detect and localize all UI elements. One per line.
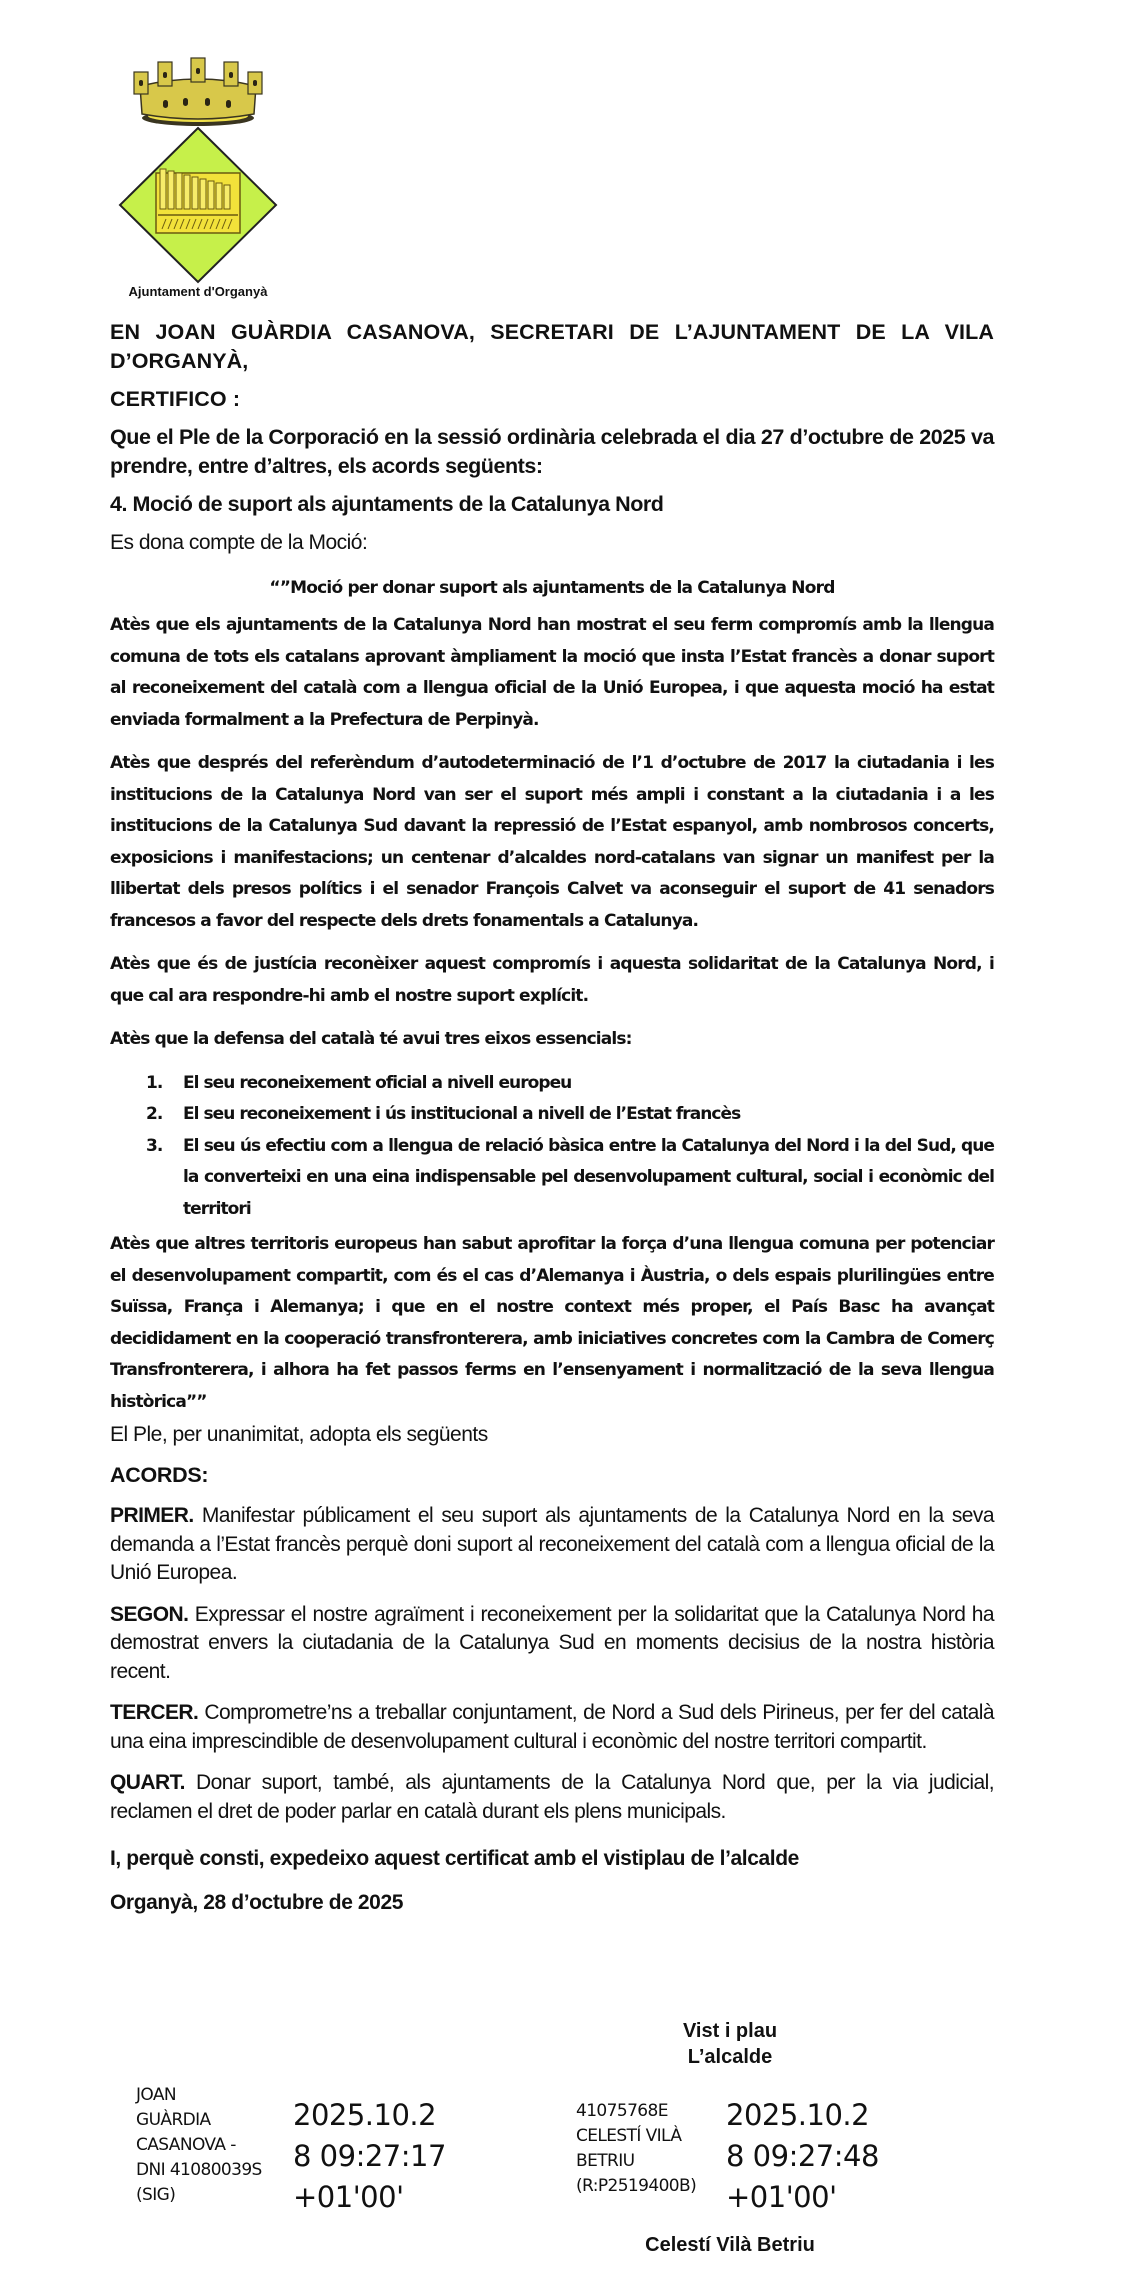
list-item xyxy=(110,1131,994,1226)
agreement-first xyxy=(110,1502,994,1588)
mayor-title: L’alcalde xyxy=(687,2046,773,2068)
agreement-label: TERCER. xyxy=(110,1701,199,1724)
session-intro: Que el Ple de la Corporació en la sessió ordinària celebrada el dia 27 d’octubre de 2025 va prendre, entre d’altres, els acords següents: xyxy=(110,425,994,478)
signer-line: DNI 41080039S xyxy=(136,2160,262,2180)
list-number: 2. xyxy=(146,1104,163,1124)
list-item xyxy=(110,1068,994,1100)
agreement-label: PRIMER. xyxy=(110,1504,194,1527)
signer-identity xyxy=(136,2083,296,2208)
signer-line: JOAN xyxy=(136,2085,177,2105)
agreements-heading: ACORDS: xyxy=(110,1463,209,1487)
mayor-digital-signature[interactable] xyxy=(576,2095,906,2214)
agreement-second xyxy=(110,1601,994,1687)
mayor-approval xyxy=(560,2018,900,2070)
list-number: 1. xyxy=(146,1072,163,1093)
timestamp-line: 8 09:27:17 xyxy=(293,2139,446,2173)
signature-timestamp xyxy=(293,2095,446,2218)
mayor-printed-name: Celestí Vilà Betriu xyxy=(645,2234,815,2256)
timestamp-line: +01'00' xyxy=(726,2180,837,2214)
agreement-text: Manifestar públicament el seu suport als ajuntaments de la Catalunya Nord en la seva demanda a l’Estat francès perquè doni suport al reconeixement del català com a llengua oficial de la Unió Europea. xyxy=(110,1504,994,1584)
certifico-heading: CERTIFICO : xyxy=(110,387,241,411)
agenda-item-title: 4. Moció de suport als ajuntaments de la Catalunya Nord xyxy=(110,492,664,516)
adoption-statement: El Ple, per unanimitat, adopta els següents xyxy=(110,1423,488,1446)
motion-title: “”Moció per donar suport als ajuntaments de la Catalunya Nord xyxy=(269,578,835,598)
motion-paragraph: Atès que després del referèndum d’autodeterminació de l’1 d’octubre de 2017 la ciutadania i les institucions de la Catalunya Nord van ser el suport més ampli i constant a la ciutadania i a les institucions de la Catalunya Sud davant la repressió de l’Estat espanyol, amb nombrosos concerts, exposicions i manifestacions; un centenar d’alcaldes nord-catalans van signar un manifest per la llibertat dels presos polítics i el senador François Calvet va aconseguir el suport de 41 senadors francesos a favor del respecte dels drets fonamentals a Catalunya. xyxy=(110,753,994,931)
timestamp-line: 2025.10.2 xyxy=(293,2098,437,2132)
agreement-text: Comprometre’ns a treballar conjuntament, de Nord a Sud dels Pirineus, per fer del català una eina imprescindible de desenvolupament cultural i econòmic del nostre territori compartit. xyxy=(110,1701,994,1753)
timestamp-line: 8 09:27:48 xyxy=(726,2139,879,2173)
shield-organ-icon xyxy=(108,125,288,285)
motion-paragraph: Atès que els ajuntaments de la Catalunya Nord han mostrat el seu ferm compromís amb la llengua comuna de tots els catalans aprovant àmpliament la moció que insta l’Estat francès a donar suport al reconeixement del català com a llengua oficial de la Unió Europea, i que aquesta moció ha estat enviada formalment a la Prefectura de Perpinyà. xyxy=(110,615,994,730)
place-and-date: Organyà, 28 d’octubre de 2025 xyxy=(110,1891,404,1914)
agreement-third xyxy=(110,1699,994,1756)
signer-line: BETRIU xyxy=(576,2151,635,2171)
signer-line: CASANOVA - xyxy=(136,2135,236,2155)
secretary-heading: EN JOAN GUÀRDIA CASANOVA, SECRETARI DE L’AJUNTAMENT DE LA VILA D’ORGANYÀ, xyxy=(110,320,994,373)
agreement-label: QUART. xyxy=(110,1771,185,1794)
signer-line: GUÀRDIA xyxy=(136,2110,211,2130)
certification-statement: I, perquè consti, expedeixo aquest certificat amb el vistiplau de l’alcalde xyxy=(110,1847,799,1870)
motion-final-paragraph: Atès que altres territoris europeus han sabut aprofitar la força d’una llengua comuna per potenciar el desenvolupament compartit, com és el cas d’Alemanya i Àustria, o dels espais plurilingües entre Suïssa, França i Alemanya; i que en el nostre context més proper, el País Basc ha avançat decididament en la cooperació transfronterera, amb iniciatives concretes com la Cambra de Comerç Transfronterera, i alhora ha fet passos ferms en l’ensenyament i normalització de la seva llengua històrica”” xyxy=(110,1234,994,1412)
municipal-coat-of-arms xyxy=(108,50,288,300)
secretary-digital-signature[interactable] xyxy=(136,2083,466,2213)
list-number: 3. xyxy=(146,1135,163,1156)
agreement-label: SEGON. xyxy=(110,1602,189,1626)
agreement-text: Expressar el nostre agraïment i reconeixement per la solidaritat que la Catalunya Nord ha demostrat envers la ciutadania de la Catalunya Sud en moments decisius de la nostra història recent. xyxy=(110,1602,994,1683)
signer-line: CELESTÍ VILÀ xyxy=(576,2126,682,2146)
list-text: El seu ús efectiu com a llengua de relació bàsica entre la Catalunya del Nord i la del Sud, que la converteixi en una eina indispensable pel desenvolupament cultural, social i econòmic del territori xyxy=(183,1135,994,1219)
crown-icon xyxy=(108,50,288,130)
logo-caption: Ajuntament d'Organyà xyxy=(128,284,268,299)
motion-paragraph: Atès que és de justícia reconèixer aquest compromís i aquesta solidaritat de la Catalunya Nord, i que cal ara respondre-hi amb el nostre suport explícit. xyxy=(110,954,994,1006)
signer-line: 41075768E xyxy=(576,2101,668,2121)
agreement-text: Donar suport, també, als ajuntaments de la Catalunya Nord que, per la via judicial, reclamen el dret de poder parlar en català durant els plens municipals. xyxy=(110,1771,994,1823)
certificate-body xyxy=(110,318,994,1932)
signer-line: (R:P2519400B) xyxy=(576,2176,697,2196)
timestamp-line: 2025.10.2 xyxy=(726,2098,870,2132)
list-text: El seu reconeixement i ús institucional a nivell de l’Estat francès xyxy=(183,1104,741,1124)
approval-line: Vist i plau xyxy=(682,2020,778,2042)
motion-lead: Es dona compte de la Moció: xyxy=(110,531,368,554)
list-item xyxy=(110,1099,994,1131)
signature-timestamp xyxy=(726,2095,879,2218)
agreement-fourth xyxy=(110,1769,994,1826)
essential-axes-list xyxy=(110,1068,994,1226)
motion-paragraph: Atès que la defensa del català té avui tres eixos essencials: xyxy=(110,1029,632,1049)
timestamp-line: +01'00' xyxy=(293,2180,404,2214)
list-text: El seu reconeixement oficial a nivell europeu xyxy=(183,1072,572,1093)
signer-identity xyxy=(576,2099,736,2199)
signer-line: (SIG) xyxy=(136,2185,176,2205)
